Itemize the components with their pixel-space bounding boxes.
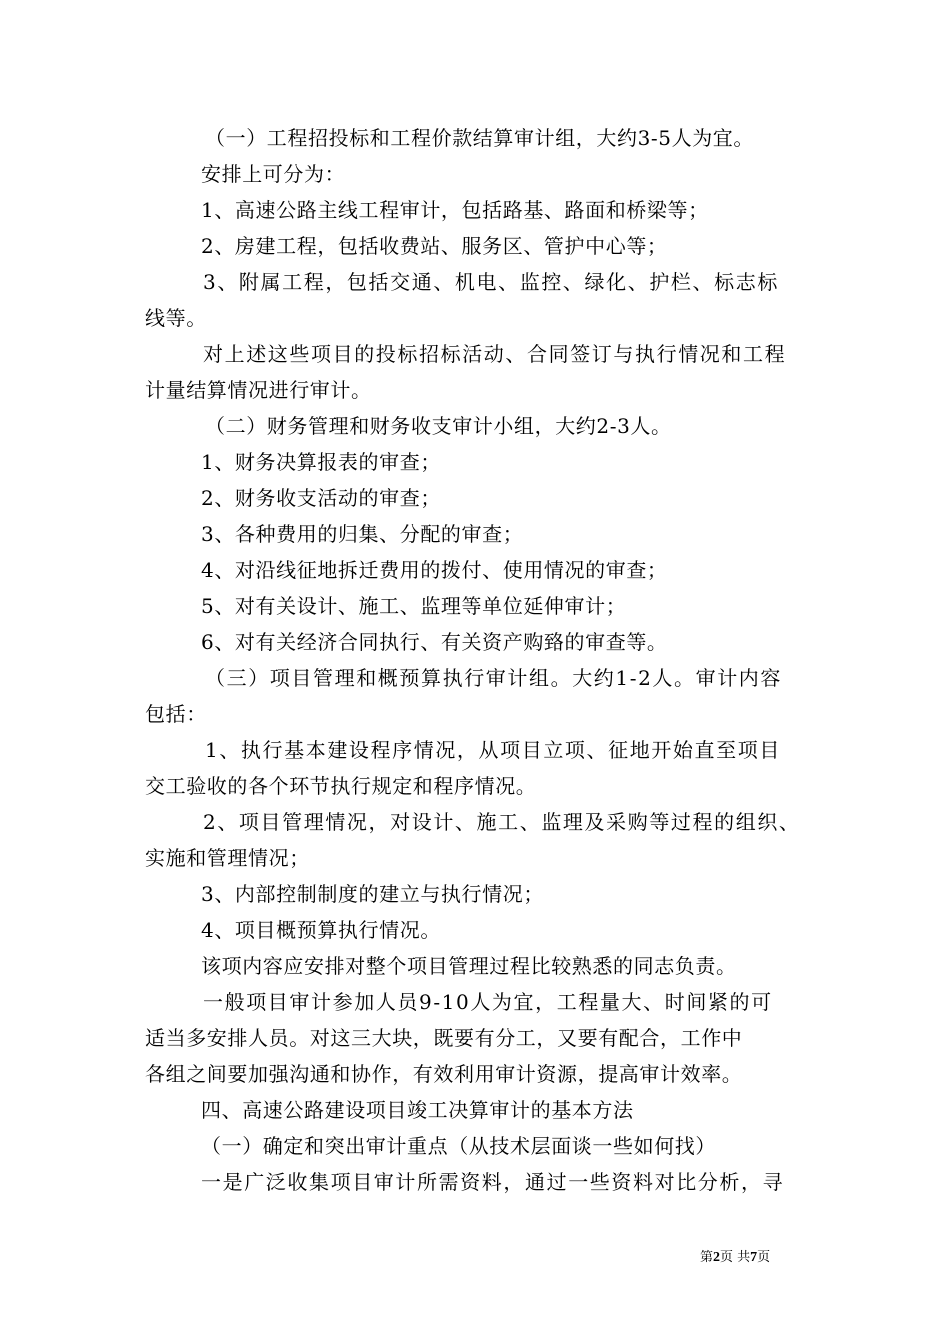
text-line: （一）确定和突出审计重点（从技术层面谈一些如何找） [201,1134,716,1158]
text-line: 一般项目审计参加人员9-10人为宜，工程量大、时间紧的可 [203,990,773,1014]
text-line: 4、对沿线征地拆迁费用的拨付、使用情况的审查； [201,558,668,582]
text-line: 对上述这些项目的投标招标活动、合同签订与执行情况和工程 [203,342,787,366]
text-line: 6、对有关经济合同执行、有关资产购臵的审查等。 [201,630,668,654]
text-line: 3、内部控制制度的建立与执行情况； [201,882,544,906]
footer-prefix: 第 [700,1250,714,1265]
text-line: （一）工程招投标和工程价款结算审计组，大约3-5人为宜。 [205,126,755,150]
current-page-number: 2 [713,1250,721,1265]
text-line: 实施和管理情况； [145,846,310,870]
page-footer [700,1249,820,1267]
footer-middle: 页 共 [720,1250,751,1265]
text-line: 包括： [145,702,207,726]
text-line: 4、项目概预算执行情况。 [201,918,441,942]
text-line: 2、财务收支活动的审查； [201,486,441,510]
text-line: 各组之间要加强沟通和协作，有效利用审计资源，提高审计效率。 [145,1062,743,1086]
text-line: 3、附属工程，包括交通、机电、监控、绿化、护栏、标志标 [203,270,779,294]
footer-suffix: 页 [757,1250,771,1265]
text-line: 1、高速公路主线工程审计，包括路基、路面和桥梁等； [201,198,709,222]
text-line: 1、财务决算报表的审查； [201,450,441,474]
text-line: 1、执行基本建设程序情况，从项目立项、征地开始直至项目 [205,738,781,762]
text-line: 2、房建工程，包括收费站、服务区、管护中心等； [201,234,668,258]
total-page-count: 7 [750,1250,758,1265]
text-line: 5、对有关设计、施工、监理等单位延伸审计； [201,594,627,618]
text-line: 该项内容应安排对整个项目管理过程比较熟悉的同志负责。 [201,954,737,978]
text-line: 线等。 [145,306,207,330]
text-line: 安排上可分为： [201,162,346,186]
text-line: 交工验收的各个环节执行规定和程序情况。 [145,774,537,798]
text-line: （二）财务管理和财务收支审计小组，大约2-3人。 [205,414,672,438]
text-line: 一是广泛收集项目审计所需资料，通过一些资料对比分析，寻 [201,1170,785,1194]
text-line: 2、项目管理情况，对设计、施工、监理及采购等过程的组织、 [203,810,801,834]
text-line: 适当多安排人员。对这三大块，既要有分工，又要有配合，工作中 [145,1026,743,1050]
text-line: （三）项目管理和概预算执行审计组。大约1-2人。审计内容 [205,666,783,690]
text-line: 计量结算情况进行审计。 [145,378,372,402]
text-line: 四、高速公路建设项目竣工决算审计的基本方法 [201,1098,634,1122]
text-line: 3、各种费用的归集、分配的审查； [201,522,524,546]
